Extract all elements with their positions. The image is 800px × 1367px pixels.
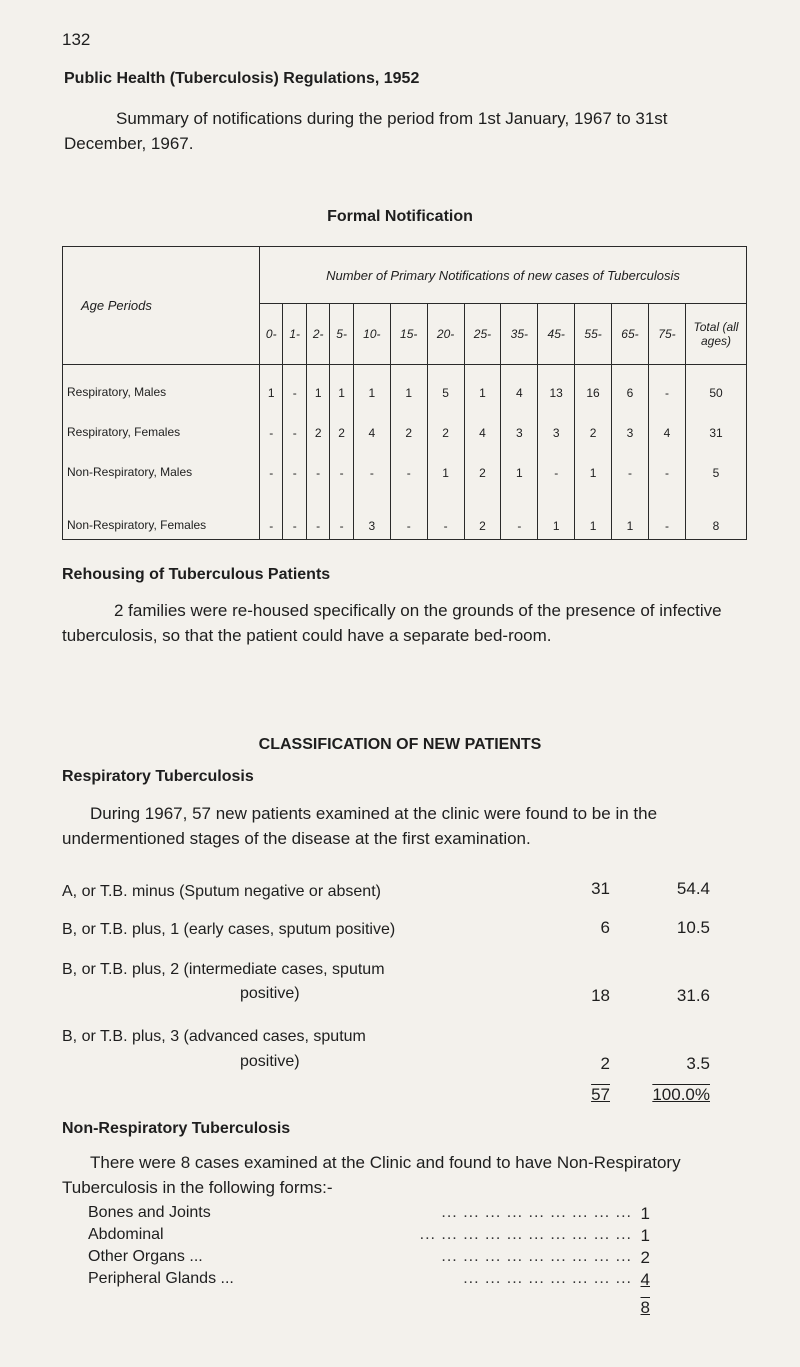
table-cell: -	[283, 403, 306, 443]
row-total: 8	[686, 483, 747, 540]
respiratory-subtitle: Respiratory Tuberculosis	[62, 768, 254, 785]
stages-total-percent: 100.0%	[652, 1085, 710, 1104]
table-cell: 4	[464, 403, 501, 443]
table-cell: -	[283, 365, 306, 404]
table-cell: 2	[575, 403, 612, 443]
table-cell: -	[390, 443, 427, 483]
table-cell: 4	[353, 403, 390, 443]
form-count: 1	[640, 1204, 650, 1223]
stage-b3-label: B, or T.B. plus, 3 (advanced cases, sputum	[62, 1028, 366, 1045]
table-cell: 1	[390, 365, 427, 404]
table-cell: -	[612, 443, 649, 483]
col-header: 15-	[390, 304, 427, 365]
table-cell: 2	[330, 403, 353, 443]
age-periods-header: Age Periods	[63, 247, 260, 365]
list-item	[88, 1248, 650, 1270]
formal-notification-title: Formal Notification	[327, 208, 473, 225]
page-number: 132	[62, 30, 91, 49]
stage-b2-percent: 31.6	[676, 986, 710, 1005]
col-header: 75-	[648, 304, 685, 365]
row-total: 50	[686, 365, 747, 404]
table-cell: -	[648, 365, 685, 404]
table-cell: 3	[353, 483, 390, 540]
table-cell: 2	[306, 403, 329, 443]
row-total: 5	[686, 443, 747, 483]
leader-dots: ... ... ... ... ... ... ... ... ... ...	[419, 1226, 632, 1243]
table-cell: -	[283, 443, 306, 483]
table-cell: -	[306, 483, 329, 540]
table-cell: 5	[427, 365, 464, 404]
table-cell: -	[260, 483, 283, 540]
forms-total: 8	[640, 1298, 650, 1317]
stage-b1-count: 6	[600, 918, 610, 937]
table-cell: 2	[427, 403, 464, 443]
regulations-title: Public Health (Tuberculosis) Regulations, 1952	[64, 70, 420, 87]
stage-b1-percent: 10.5	[676, 918, 710, 937]
table-cell: -	[330, 443, 353, 483]
table-row	[63, 483, 747, 540]
table-cell: -	[306, 443, 329, 483]
table-row	[63, 443, 747, 483]
table-cell: 4	[648, 403, 685, 443]
table-cell: 1	[353, 365, 390, 404]
table-cell: -	[427, 483, 464, 540]
col-header: 2-	[306, 304, 329, 365]
rehousing-title: Rehousing of Tuberculous Patients	[62, 566, 331, 583]
col-header: 5-	[330, 304, 353, 365]
list-item	[88, 1204, 650, 1226]
form-count: 2	[640, 1248, 650, 1267]
table-cell: 6	[612, 365, 649, 404]
form-count: 4	[640, 1270, 650, 1289]
stage-a-percent: 54.4	[676, 879, 710, 898]
table-cell: 3	[612, 403, 649, 443]
stage-b2-label-cont: positive)	[240, 985, 300, 1002]
stage-b3-label-cont: positive)	[240, 1053, 300, 1070]
total-header: Total (all ages)	[686, 304, 747, 365]
stage-b3-percent: 3.5	[686, 1054, 710, 1073]
leader-dots: ... ... ... ... ... ... ... ... ...	[441, 1204, 632, 1221]
row-label: Non-Respiratory, Males	[63, 443, 260, 483]
table-cell: -	[330, 483, 353, 540]
table-cell: -	[283, 483, 306, 540]
table-cell: 1	[538, 483, 575, 540]
table-cell: -	[353, 443, 390, 483]
table-cell: 3	[538, 403, 575, 443]
table-cell: 13	[538, 365, 575, 404]
col-header: 55-	[575, 304, 612, 365]
table-cell: 4	[501, 365, 538, 404]
stage-b1-label: B, or T.B. plus, 1 (early cases, sputum positive)	[62, 921, 396, 938]
table-cell: -	[390, 483, 427, 540]
table-cell: 1	[427, 443, 464, 483]
stages-total-count: 57	[591, 1085, 610, 1104]
form-count: 1	[640, 1226, 650, 1245]
group-header: Number of Primary Notifications of new cases of Tuberculosis	[260, 247, 747, 304]
row-label: Respiratory, Females	[63, 403, 260, 443]
form-label: Abdominal	[88, 1226, 164, 1243]
table-cell: -	[260, 443, 283, 483]
table-cell: -	[260, 403, 283, 443]
form-label: Peripheral Glands ...	[88, 1270, 234, 1287]
table-cell: 2	[464, 443, 501, 483]
stage-b2-label: B, or T.B. plus, 2 (intermediate cases, sputum	[62, 961, 385, 978]
table-cell: 2	[464, 483, 501, 540]
table-cell: 1	[330, 365, 353, 404]
summary-text: Summary of notifications during the period from 1st January, 1967 to 31st December, 1967.	[64, 109, 668, 153]
leader-dots: ... ... ... ... ... ... ... ... ...	[441, 1248, 632, 1265]
col-header: 45-	[538, 304, 575, 365]
col-header: 35-	[501, 304, 538, 365]
table-row	[63, 365, 747, 404]
row-label: Respiratory, Males	[63, 365, 260, 404]
table-cell: 2	[390, 403, 427, 443]
stage-b3-count: 2	[600, 1054, 610, 1073]
col-header: 20-	[427, 304, 464, 365]
table-cell: 1	[260, 365, 283, 404]
col-header: 25-	[464, 304, 501, 365]
table-cell: -	[648, 443, 685, 483]
row-label: Non-Respiratory, Females	[63, 483, 260, 540]
leader-dots: ... ... ... ... ... ... ... ...	[463, 1270, 632, 1287]
table-cell: 1	[306, 365, 329, 404]
classification-text: During 1967, 57 new patients examined at the clinic were found to be in the undermentioned stages of the disease at the first examination.	[62, 804, 658, 848]
notification-table	[62, 246, 747, 540]
col-header: 1-	[283, 304, 306, 365]
table-cell: -	[648, 483, 685, 540]
non-respiratory-text: There were 8 cases examined at the Clinic and found to have Non-Respiratory Tuberculosis in the following forms:-	[62, 1153, 681, 1197]
list-item	[88, 1226, 650, 1248]
table-cell: 3	[501, 403, 538, 443]
stage-b2-count: 18	[591, 986, 610, 1005]
rehousing-text: 2 families were re-housed specifically on the grounds of the presence of infective tuberculosis, so that the patient could have a separate bed-room.	[62, 601, 722, 645]
classification-title: CLASSIFICATION OF NEW PATIENTS	[258, 736, 542, 753]
form-label: Bones and Joints	[88, 1204, 211, 1221]
list-item	[88, 1270, 650, 1292]
col-header: 0-	[260, 304, 283, 365]
row-total: 31	[686, 403, 747, 443]
table-cell: 1	[575, 443, 612, 483]
stage-a-count: 31	[591, 879, 610, 898]
table-cell: -	[501, 483, 538, 540]
table-cell: 1	[575, 483, 612, 540]
table-cell: 1	[501, 443, 538, 483]
form-label: Other Organs ...	[88, 1248, 203, 1265]
col-header: 65-	[612, 304, 649, 365]
table-row	[63, 403, 747, 443]
table-cell: 1	[612, 483, 649, 540]
stage-a-label: A, or T.B. minus (Sputum negative or absent)	[62, 883, 381, 900]
non-respiratory-title: Non-Respiratory Tuberculosis	[62, 1120, 291, 1137]
table-cell: 16	[575, 365, 612, 404]
table-cell: -	[538, 443, 575, 483]
table-cell: 1	[464, 365, 501, 404]
col-header: 10-	[353, 304, 390, 365]
